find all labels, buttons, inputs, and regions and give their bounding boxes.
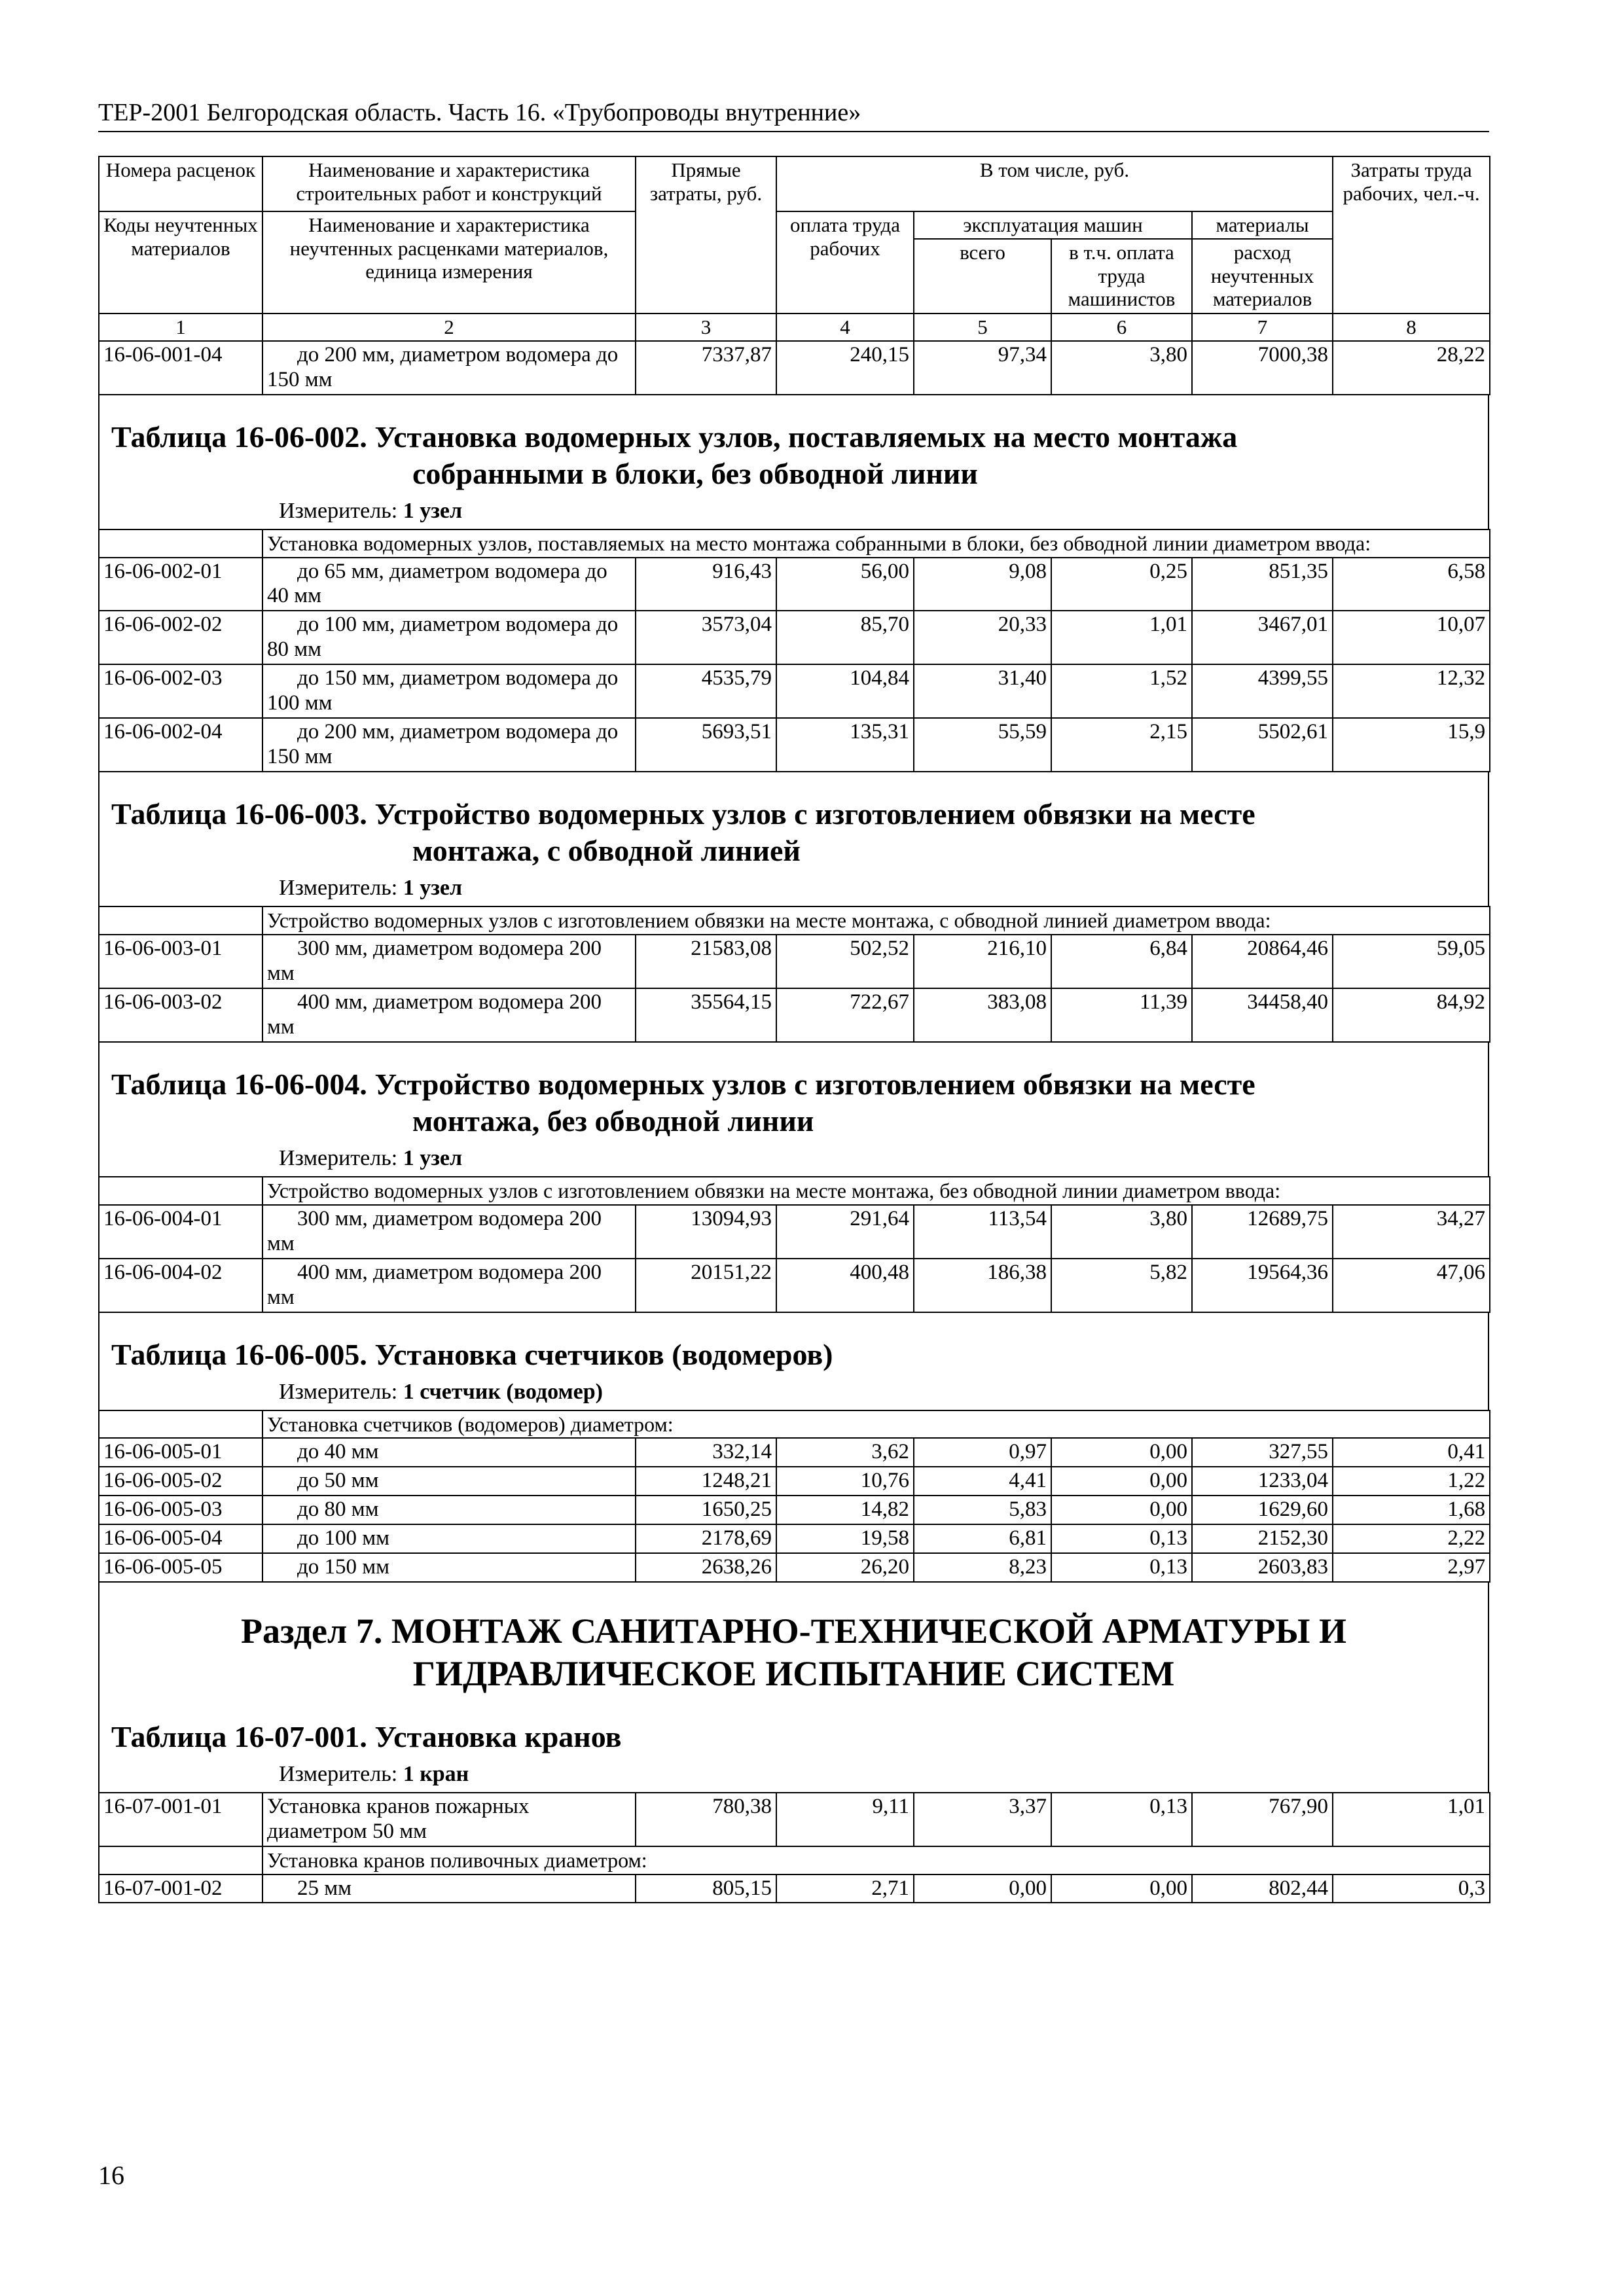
table-title-continuation: собранными в блоки, без обводной линии: [412, 456, 978, 490]
rate-code: 16-06-004-02: [99, 1259, 262, 1312]
page-number: 16: [98, 2161, 124, 2190]
labor-pay: 56,00: [776, 558, 914, 611]
table-row: [99, 988, 1490, 1042]
rate-description: 400 мм, диаметром водомера 200 мм: [262, 988, 636, 1042]
group-row: [99, 529, 1490, 558]
machinist-pay: 3,80: [1051, 341, 1192, 395]
meter-value: 1 кран: [403, 1761, 469, 1786]
labor-pay: 240,15: [776, 341, 914, 395]
col-number-5: 5: [914, 314, 1051, 341]
materials: 20864,46: [1192, 935, 1333, 988]
machines-total: 31,40: [914, 664, 1051, 718]
labor-hours: 2,97: [1333, 1553, 1490, 1582]
materials: 767,90: [1192, 1793, 1333, 1846]
rates-table: [98, 1176, 1490, 1313]
rate-code: 16-06-004-01: [99, 1205, 262, 1259]
meter-label: Измеритель:: [279, 1146, 398, 1171]
direct-costs: 2178,69: [636, 1524, 776, 1553]
rate-description: 25 мм: [262, 1874, 636, 1903]
table-row: [99, 558, 1490, 611]
materials: 5502,61: [1192, 718, 1333, 772]
group-empty: [99, 529, 262, 558]
table-section: [98, 772, 1489, 906]
materials: 7000,38: [1192, 341, 1333, 395]
rate-description: до 200 мм, диаметром водомера до 150 мм: [262, 718, 636, 772]
group-row: [99, 1177, 1490, 1205]
group-empty: [99, 1177, 262, 1205]
labor-hours: 59,05: [1333, 935, 1490, 988]
labor-pay: 135,31: [776, 718, 914, 772]
col-number-7: 7: [1192, 314, 1333, 341]
machines-total: 3,37: [914, 1793, 1051, 1846]
col3-direct-costs: Прямые затраты, руб.: [636, 156, 776, 314]
rate-code: 16-06-005-03: [99, 1496, 262, 1524]
col-number-3: 3: [636, 314, 776, 341]
direct-costs: 3573,04: [636, 611, 776, 664]
section-7-title: [99, 1583, 1488, 1695]
machinist-pay: 3,80: [1051, 1205, 1192, 1259]
labor-pay: 9,11: [776, 1793, 914, 1846]
meter: [99, 492, 1488, 529]
rate-code: 16-06-003-02: [99, 988, 262, 1042]
meter-label: Измеритель:: [279, 1761, 398, 1786]
table-title: [99, 1313, 1488, 1373]
rate-description: Установка кранов пожарных диаметром 50 мм: [262, 1793, 636, 1846]
machines-total: 55,59: [914, 718, 1051, 772]
machines-total: 8,23: [914, 1553, 1051, 1582]
rate-description: до 40 мм: [262, 1438, 636, 1467]
table-title: [99, 395, 1488, 492]
section-7-title-line1: Раздел 7. МОНТАЖ САНИТАРНО-ТЕХНИЧЕСКОЙ АРМАТУРЫ И: [241, 1611, 1346, 1651]
rates-table: [98, 906, 1490, 1043]
labor-hours: 1,22: [1333, 1467, 1490, 1496]
rate-description: до 65 мм, диаметром водомера до 40 мм: [262, 558, 636, 611]
col5-total: всего: [914, 239, 1051, 314]
rate-description: 400 мм, диаметром водомера 200 мм: [262, 1259, 636, 1312]
table-row: [99, 1496, 1490, 1524]
machinist-pay: 1,01: [1051, 611, 1192, 664]
labor-pay: 400,48: [776, 1259, 914, 1312]
machinist-pay: 6,84: [1051, 935, 1192, 988]
rate-code: 16-06-002-02: [99, 611, 262, 664]
col-number-4: 4: [776, 314, 914, 341]
materials: 19564,36: [1192, 1259, 1333, 1312]
labor-hours: 6,58: [1333, 558, 1490, 611]
group-label: Установка счетчиков (водомеров) диаметром:: [262, 1410, 1490, 1439]
rate-description: до 50 мм: [262, 1467, 636, 1496]
table-16-07-001-title: Таблица 16-07-001. Установка кранов: [111, 1719, 622, 1753]
machines-total: 0,97: [914, 1438, 1051, 1467]
col-number-2: 2: [262, 314, 636, 341]
table-row: [99, 1205, 1490, 1259]
machinist-pay: 0,13: [1051, 1793, 1192, 1846]
direct-costs: 1248,21: [636, 1467, 776, 1496]
materials: 851,35: [1192, 558, 1333, 611]
labor-pay: 2,71: [776, 1874, 914, 1903]
direct-costs: 2638,26: [636, 1553, 776, 1582]
machines-total: 383,08: [914, 988, 1051, 1042]
direct-costs: 916,43: [636, 558, 776, 611]
machinist-pay: 0,00: [1051, 1874, 1192, 1903]
rate-description: до 150 мм: [262, 1553, 636, 1582]
materials: 1233,04: [1192, 1467, 1333, 1496]
rate-code: 16-06-005-02: [99, 1467, 262, 1496]
table-row: [99, 1467, 1490, 1496]
labor-hours: 1,68: [1333, 1496, 1490, 1524]
labor-hours: 34,27: [1333, 1205, 1490, 1259]
col1-bottom: Коды неучтенных материалов: [99, 211, 262, 314]
meter-label: Измеритель:: [279, 876, 398, 901]
rate-code: 16-06-001-04: [99, 341, 262, 395]
table-row: [99, 1793, 1490, 1846]
table-row: [99, 1874, 1490, 1903]
rates-table: [98, 529, 1490, 772]
table-title: [99, 1043, 1488, 1139]
table-title-continuation: монтажа, с обводной линией: [412, 834, 801, 868]
meter-value: 1 счетчик (водомер): [403, 1379, 603, 1404]
group-empty: [99, 1410, 262, 1439]
machinist-pay: 0,00: [1051, 1467, 1192, 1496]
materials: 1629,60: [1192, 1496, 1333, 1524]
table-row: [99, 1259, 1490, 1312]
rate-description: до 100 мм, диаметром водомера до 80 мм: [262, 611, 636, 664]
table-row: [99, 341, 1490, 395]
direct-costs: 5693,51: [636, 718, 776, 772]
direct-costs: 13094,93: [636, 1205, 776, 1259]
table-title-main: Таблица 16-06-005. Установка счетчиков (водомеров): [111, 1337, 833, 1371]
col-number-6: 6: [1051, 314, 1192, 341]
rate-code: 16-06-005-04: [99, 1524, 262, 1553]
labor-hours: 0,3: [1333, 1874, 1490, 1903]
rate-code: 16-06-002-04: [99, 718, 262, 772]
table-row: [99, 935, 1490, 988]
materials: 2152,30: [1192, 1524, 1333, 1553]
machines-total: 4,41: [914, 1467, 1051, 1496]
meter: [99, 1373, 1488, 1410]
labor-pay: 85,70: [776, 611, 914, 664]
labor-pay: 14,82: [776, 1496, 914, 1524]
direct-costs: 805,15: [636, 1874, 776, 1903]
direct-costs: 20151,22: [636, 1259, 776, 1312]
labor-hours: 10,07: [1333, 611, 1490, 664]
machinist-pay: 0,13: [1051, 1524, 1192, 1553]
rate-description: 300 мм, диаметром водомера 200 мм: [262, 935, 636, 988]
labor-pay: 291,64: [776, 1205, 914, 1259]
machines-total: 113,54: [914, 1205, 1051, 1259]
machines-total: 5,83: [914, 1496, 1051, 1524]
machinist-pay: 5,82: [1051, 1259, 1192, 1312]
machines-total: 6,81: [914, 1524, 1051, 1553]
labor-pay: 26,20: [776, 1553, 914, 1582]
group-label: Устройство водомерных узлов с изготовлением обвязки на месте монтажа, без обводной линии диаметром ввода:: [262, 1177, 1490, 1205]
materials: 2603,83: [1192, 1553, 1333, 1582]
rate-description: до 200 мм, диаметром водомера до 150 мм: [262, 341, 636, 395]
labor-pay: 10,76: [776, 1467, 914, 1496]
machines-total: 0,00: [914, 1874, 1051, 1903]
group-row: [99, 1410, 1490, 1439]
machinist-pay: 0,00: [1051, 1496, 1192, 1524]
labor-pay: 722,67: [776, 988, 914, 1042]
machinist-pay: 1,52: [1051, 664, 1192, 718]
rate-description: до 80 мм: [262, 1496, 636, 1524]
direct-costs: 21583,08: [636, 935, 776, 988]
materials: 34458,40: [1192, 988, 1333, 1042]
machines-total: 20,33: [914, 611, 1051, 664]
meter: [99, 869, 1488, 906]
rate-description: до 150 мм, диаметром водомера до 100 мм: [262, 664, 636, 718]
labor-hours: 12,32: [1333, 664, 1490, 718]
machinist-pay: 0,25: [1051, 558, 1192, 611]
machinist-pay: 2,15: [1051, 718, 1192, 772]
group-label: Установка водомерных узлов, поставляемых на место монтажа собранными в блоки, без обводной линии диаметром ввода:: [262, 529, 1490, 558]
labor-pay: 3,62: [776, 1438, 914, 1467]
rate-code: 16-06-005-01: [99, 1438, 262, 1467]
machines-total: 9,08: [914, 558, 1051, 611]
labor-hours: 47,06: [1333, 1259, 1490, 1312]
incl-header: В том числе, руб.: [776, 156, 1333, 211]
meter-value: 1 узел: [403, 498, 463, 523]
page-frame: [98, 156, 1489, 1903]
labor-pay: 104,84: [776, 664, 914, 718]
col2-top: Наименование и характеристика строительных работ и конструкций: [262, 156, 636, 211]
group-row: [99, 906, 1490, 935]
table-title-continuation: монтажа, без обводной линии: [412, 1103, 814, 1138]
table-row: [99, 718, 1490, 772]
materials-header: материалы: [1192, 211, 1333, 239]
labor-hours: 1,01: [1333, 1793, 1490, 1846]
direct-costs: 7337,87: [636, 341, 776, 395]
table-row: [99, 664, 1490, 718]
table-title-main: Таблица 16-06-002. Установка водомерных узлов, поставляемых на место монтажа: [111, 420, 1238, 454]
machinist-pay: 11,39: [1051, 988, 1192, 1042]
direct-costs: 4535,79: [636, 664, 776, 718]
labor-pay: 502,52: [776, 935, 914, 988]
labor-hours: 15,9: [1333, 718, 1490, 772]
labor-pay: 19,58: [776, 1524, 914, 1553]
header-table: [98, 156, 1490, 395]
direct-costs: 780,38: [636, 1793, 776, 1846]
table-section: [98, 1313, 1489, 1410]
rate-code: 16-06-002-01: [99, 558, 262, 611]
materials: 4399,55: [1192, 664, 1333, 718]
group-label: Установка кранов поливочных диаметром:: [262, 1846, 1490, 1874]
col-number-1: 1: [99, 314, 262, 341]
table-title-main: Таблица 16-06-004. Устройство водомерных узлов с изготовлением обвязки на месте: [111, 1067, 1255, 1101]
group-empty: [99, 906, 262, 935]
col2-bottom: Наименование и характеристика неучтенных расценками материалов, единица измерения: [262, 211, 636, 314]
table-row: [99, 611, 1490, 664]
machinist-pay: 0,00: [1051, 1438, 1192, 1467]
labor-hours: 2,22: [1333, 1524, 1490, 1553]
section-7-title-line2: ГИДРАВЛИЧЕСКОЕ ИСПЫТАНИЕ СИСТЕМ: [412, 1653, 1175, 1693]
machines-header: эксплуатация машин: [914, 211, 1192, 239]
col1-top: Номера расценок: [99, 156, 262, 211]
table-section: [98, 395, 1489, 529]
meter: [99, 1139, 1488, 1176]
labor-hours: 84,92: [1333, 988, 1490, 1042]
col6-machinist-pay: в т.ч. оплата труда машинистов: [1051, 239, 1192, 314]
labor-hours: 0,41: [1333, 1438, 1490, 1467]
direct-costs: 332,14: [636, 1438, 776, 1467]
materials: 12689,75: [1192, 1205, 1333, 1259]
group-row: [99, 1846, 1490, 1874]
table-section: [98, 1043, 1489, 1176]
col4-labor-pay: оплата труда рабочих: [776, 211, 914, 314]
running-head: ТЕР-2001 Белгородская область. Часть 16. «Трубопроводы внутренние»: [98, 98, 1489, 132]
table-row: [99, 1438, 1490, 1467]
rate-code: 16-06-005-05: [99, 1553, 262, 1582]
rate-description: до 100 мм: [262, 1524, 636, 1553]
direct-costs: 1650,25: [636, 1496, 776, 1524]
materials: 802,44: [1192, 1874, 1333, 1903]
direct-costs: 35564,15: [636, 988, 776, 1042]
section-7: [98, 1583, 1489, 1792]
rates-table: [98, 1410, 1490, 1583]
machinist-pay: 0,13: [1051, 1553, 1192, 1582]
rate-description: 300 мм, диаметром водомера 200 мм: [262, 1205, 636, 1259]
col8-labor-hours: Затраты труда рабочих, чел.-ч.: [1333, 156, 1490, 314]
col-number-8: 8: [1333, 314, 1490, 341]
table-title: [99, 772, 1488, 869]
rate-code: 16-07-001-01: [99, 1793, 262, 1846]
table-row: [99, 1553, 1490, 1582]
table-title-main: Таблица 16-06-003. Устройство водомерных узлов с изготовлением обвязки на месте: [111, 797, 1255, 831]
rate-code: 16-06-003-01: [99, 935, 262, 988]
materials: 3467,01: [1192, 611, 1333, 664]
meter: [99, 1755, 1488, 1792]
meter-value: 1 узел: [403, 1146, 463, 1171]
group-label: Устройство водомерных узлов с изготовлением обвязки на месте монтажа, с обводной линией диаметром ввода:: [262, 906, 1490, 935]
meter-value: 1 узел: [403, 876, 463, 901]
machines-total: 97,34: [914, 341, 1051, 395]
meter-label: Измеритель:: [279, 1379, 398, 1404]
table-16-07-001: [98, 1792, 1490, 1904]
machines-total: 186,38: [914, 1259, 1051, 1312]
machines-total: 216,10: [914, 935, 1051, 988]
meter-label: Измеритель:: [279, 498, 398, 523]
tables-container: [98, 395, 1489, 1583]
rate-code: 16-07-001-02: [99, 1874, 262, 1903]
materials: 327,55: [1192, 1438, 1333, 1467]
col7-unaccounted-materials: расход неучтенных материалов: [1192, 239, 1333, 314]
table-row: [99, 1524, 1490, 1553]
labor-hours: 28,22: [1333, 341, 1490, 395]
rate-code: 16-06-002-03: [99, 664, 262, 718]
group-empty: [99, 1846, 262, 1874]
